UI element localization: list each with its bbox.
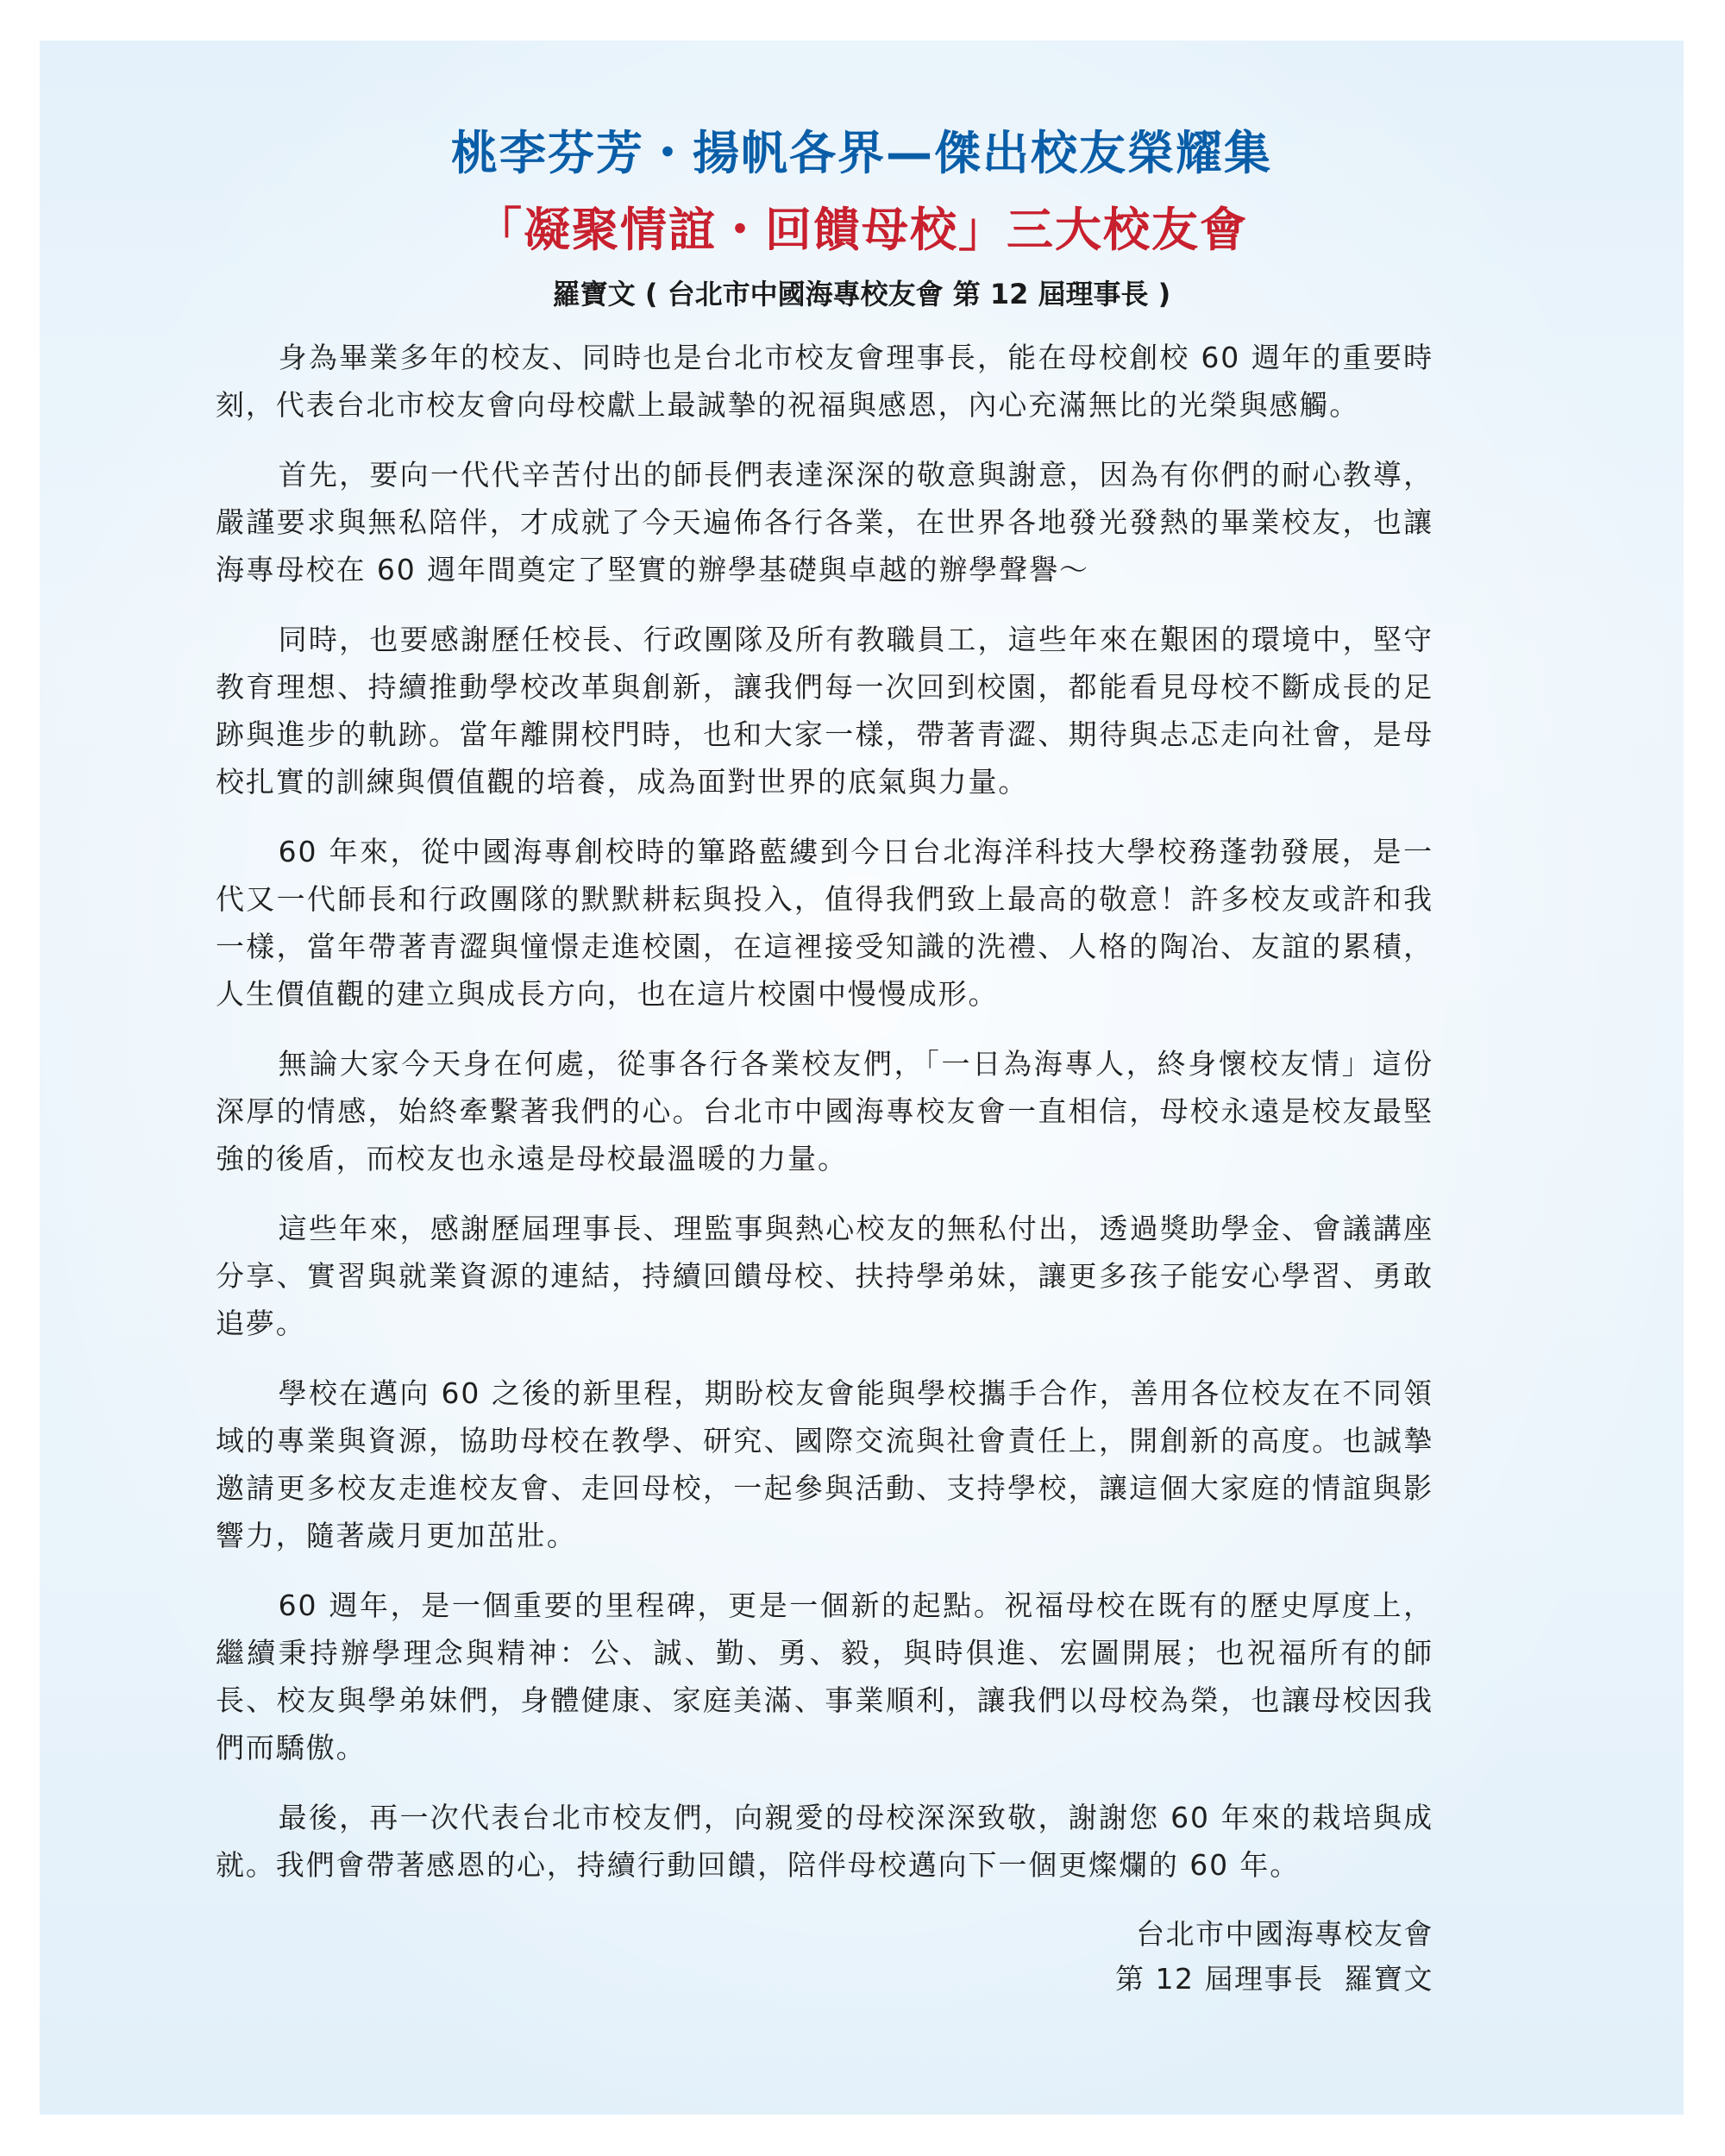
author-byline: 羅寶文 ( 台北市中國海專校友會 第 12 屆理事長 ) <box>552 278 1171 310</box>
signature-block <box>1115 1912 1433 2002</box>
paragraph-9: 最後，再一次代表台北市校友們，向親愛的母校深深致敬，謝謝您 60 年來的栽培與成就。我們會帶著感恩的心，持續行動回饋，陪伴母校邁向下一個更燦爛的 60 年。 <box>216 1801 1433 1882</box>
signature-organization: 台北市中國海專校友會 <box>1136 1917 1433 1951</box>
paragraph-3: 同時，也要感謝歷任校長、行政團隊及所有教職員工，這些年來在艱困的環境中，堅守教育理想、持續推動學校改革與創新，讓我們每一次回到校園，都能看見母校不斷成長的足跡與進步的軌跡。當年離開校門時，也和大家一樣，帶著青澀、期待與忐忑走向社會，是母校扎實的訓練與價值觀的培養，成為面對世界的底氣與力量。 <box>216 623 1433 799</box>
paragraph-5: 無論大家今天身在何處，從事各行各業校友們，「一日為海專人，終身懷校友情」這份深厚的情感，始終牽繫著我們的心。台北市中國海專校友會一直相信，母校永遠是校友最堅強的後盾，而校友也永遠是母校最溫暖的力量。 <box>216 1047 1433 1175</box>
paragraph-1: 身為畢業多年的校友、同時也是台北市校友會理事長，能在母校創校 60 週年的重要時刻，代表台北市校友會向母校獻上最誠摯的祝福與感恩，內心充滿無比的光榮與感觸。 <box>216 341 1433 422</box>
paragraph-4: 60 年來，從中國海專創校時的篳路藍縷到今日台北海洋科技大學校務蓬勃發展，是一代又一代師長和行政團隊的默默耕耘與投入，值得我們致上最高的敬意！許多校友或許和我一樣，當年帶著青澀與憧憬走進校園，在這裡接受知識的洗禮、人格的陶冶、友誼的累積，人生價值觀的建立與成長方向，也在這片校園中慢慢成形。 <box>216 835 1433 1011</box>
paragraph-7: 學校在邁向 60 之後的新里程，期盼校友會能與學校攜手合作，善用各位校友在不同領域的專業與資源，協助母校在教學、研究、國際交流與社會責任上，開創新的高度。也誠摯邀請更多校友走進校友會、走回母校，一起參與活動、支持學校，讓這個大家庭的情誼與影響力，隨著歲月更加茁壯。 <box>216 1376 1433 1552</box>
paragraph-2: 首先，要向一代代辛苦付出的師長們表達深深的敬意與謝意，因為有你們的耐心教導，嚴謹要求與無私陪伴，才成就了今天遍佈各行各業，在世界各地發光發熱的畢業校友，也讓海專母校在 60 週年間奠定了堅實的辦學基礎與卓越的辦學聲譽～ <box>216 458 1433 586</box>
paragraph-8: 60 週年，是一個重要的里程碑，更是一個新的起點。祝福母校在既有的歷史厚度上，繼續秉持辦學理念與精神：公、誠、勤、勇、毅，與時俱進、宏圖開展；也祝福所有的師長、校友與學弟妹們，身體健康、家庭美滿、事業順利，讓我們以母校為榮，也讓母校因我們而驕傲。 <box>216 1589 1433 1764</box>
page-title: 桃李芬芳・揚帆各界—傑出校友榮耀集 <box>451 126 1272 180</box>
signature-name: 第 12 屆理事長 羅寶文 <box>1115 1962 1433 1996</box>
paragraph-6: 這些年來，感謝歷屆理事長、理監事與熱心校友的無私付出，透過獎助學金、會議講座分享、實習與就業資源的連結，持續回饋母校、扶持學弟妹，讓更多孩子能安心學習、勇敢追夢。 <box>216 1212 1433 1340</box>
page-background-panel <box>40 41 1684 2115</box>
page-subtitle: 「凝聚情誼・回饋母校」三大校友會 <box>475 203 1248 257</box>
article-body <box>216 334 1433 1911</box>
